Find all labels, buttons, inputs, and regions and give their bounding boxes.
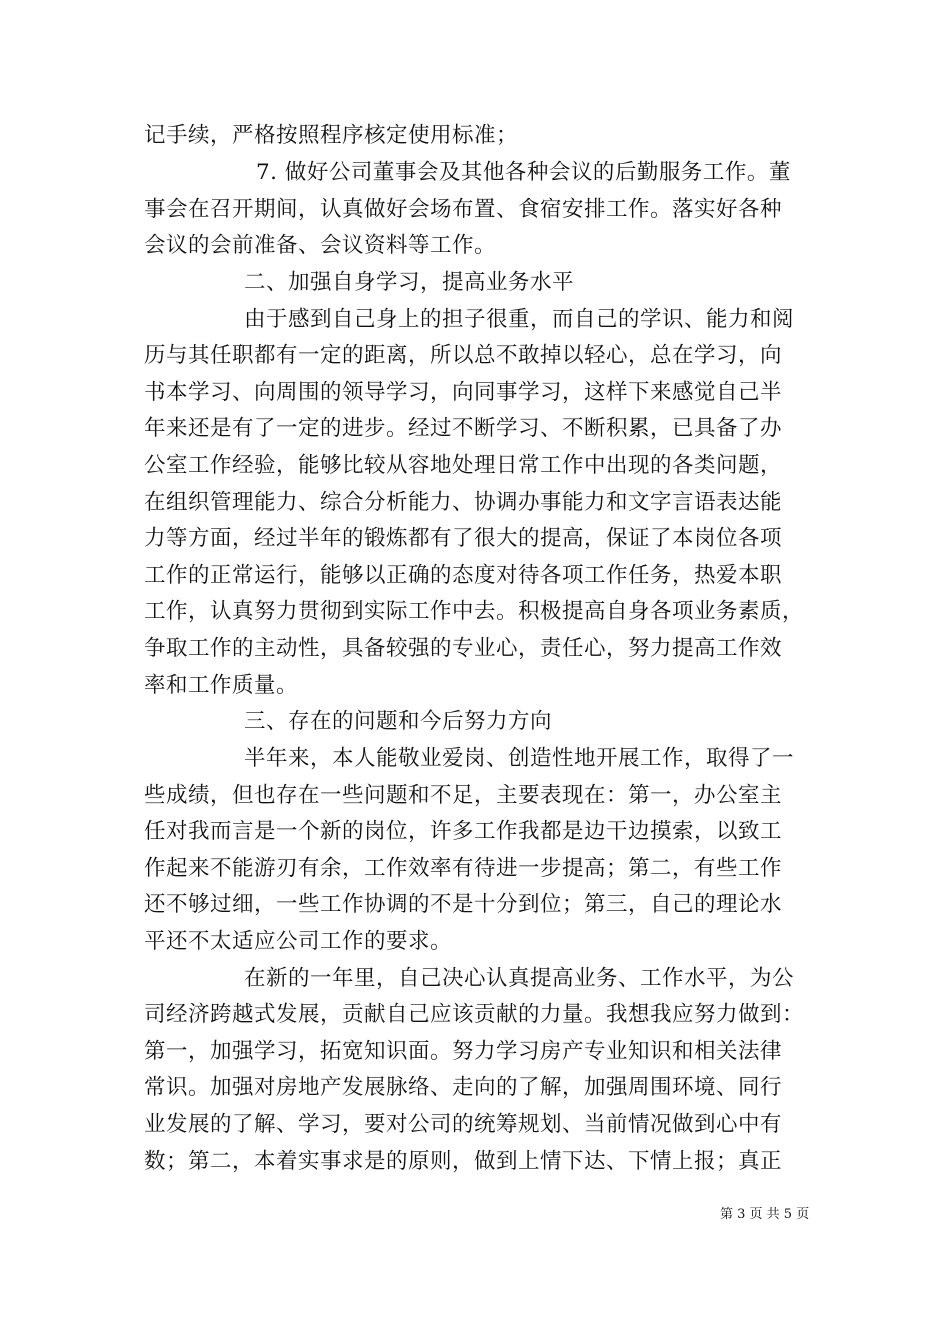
body-line: 书本学习、向周围的领导学习，向同事学习，这样下来感觉自己半 xyxy=(144,380,783,405)
body-line: 工作，认真努力贯彻到实际工作中去。积极提高自身各项业务素质， xyxy=(144,599,805,624)
body-line: 平还不太适应公司工作的要求。 xyxy=(144,929,453,954)
section-heading: 二、加强自身学习，提高业务水平 xyxy=(244,270,575,295)
page-number-footer: 第 3 页 共 5 页 xyxy=(720,1207,810,1222)
body-line: 公室工作经验，能够比较从容地处理日常工作中出现的各类问题， xyxy=(144,453,783,478)
list-item-7: 7. 做好公司董事会及其他各种会议的后勤服务工作。董 xyxy=(256,160,791,185)
paragraph-first-line: 在新的一年里，自己决心认真提高业务、工作水平，为公 xyxy=(244,966,795,991)
body-line: 力等方面，经过半年的锻炼都有了很大的提高，保证了本岗位各项 xyxy=(144,526,783,551)
body-line: 第一，加强学习，拓宽知识面。努力学习房产专业知识和相关法律 xyxy=(144,1039,783,1064)
body-line: 常识。加强对房地产发展脉络、走向的了解，加强周围环境、同行 xyxy=(144,1075,783,1100)
body-line: 业发展的了解、学习，要对公司的统筹规划、当前情况做到心中有 xyxy=(144,1112,783,1137)
body-line: 历与其任职都有一定的距离，所以总不敢掉以轻心，总在学习，向 xyxy=(144,343,783,368)
section-heading: 三、存在的问题和今后努力方向 xyxy=(244,709,553,734)
body-line: 争取工作的主动性，具备较强的专业心，责任心，努力提高工作效 xyxy=(144,636,783,661)
body-line: 工作的正常运行，能够以正确的态度对待各项工作任务，热爱本职 xyxy=(144,563,783,588)
body-line: 会议的会前准备、会议资料等工作。 xyxy=(144,233,497,258)
body-line: 年来还是有了一定的进步。经过不断学习、不断积累，已具备了办 xyxy=(144,416,783,441)
body-line: 任对我而言是一个新的岗位，许多工作我都是边干边摸索，以致工 xyxy=(144,819,783,844)
body-line: 司经济跨越式发展，贡献自己应该贡献的力量。我想我应努力做到： xyxy=(144,1002,805,1027)
body-line: 数；第二，本着实事求是的原则，做到上情下达、下情上报；真正 xyxy=(144,1149,783,1174)
body-line: 记手续，严格按照程序核定使用标准； xyxy=(144,123,519,148)
paragraph-first-line: 由于感到自己身上的担子很重，而自己的学识、能力和阅 xyxy=(244,307,795,332)
body-line: 还不够过细，一些工作协调的不是十分到位；第三，自己的理论水 xyxy=(144,892,783,917)
body-line: 在组织管理能力、综合分析能力、协调办事能力和文字言语表达能 xyxy=(144,490,783,515)
body-line: 事会在召开期间，认真做好会场布置、食宿安排工作。落实好各种 xyxy=(144,197,783,222)
paragraph-first-line: 半年来，本人能敬业爱岗、创造性地开展工作，取得了一 xyxy=(244,746,795,771)
body-line: 些成绩，但也存在一些问题和不足，主要表现在：第一，办公室主 xyxy=(144,783,783,808)
body-line: 率和工作质量。 xyxy=(144,673,299,698)
body-line: 作起来不能游刃有余，工作效率有待进一步提高；第二，有些工作 xyxy=(144,856,783,881)
